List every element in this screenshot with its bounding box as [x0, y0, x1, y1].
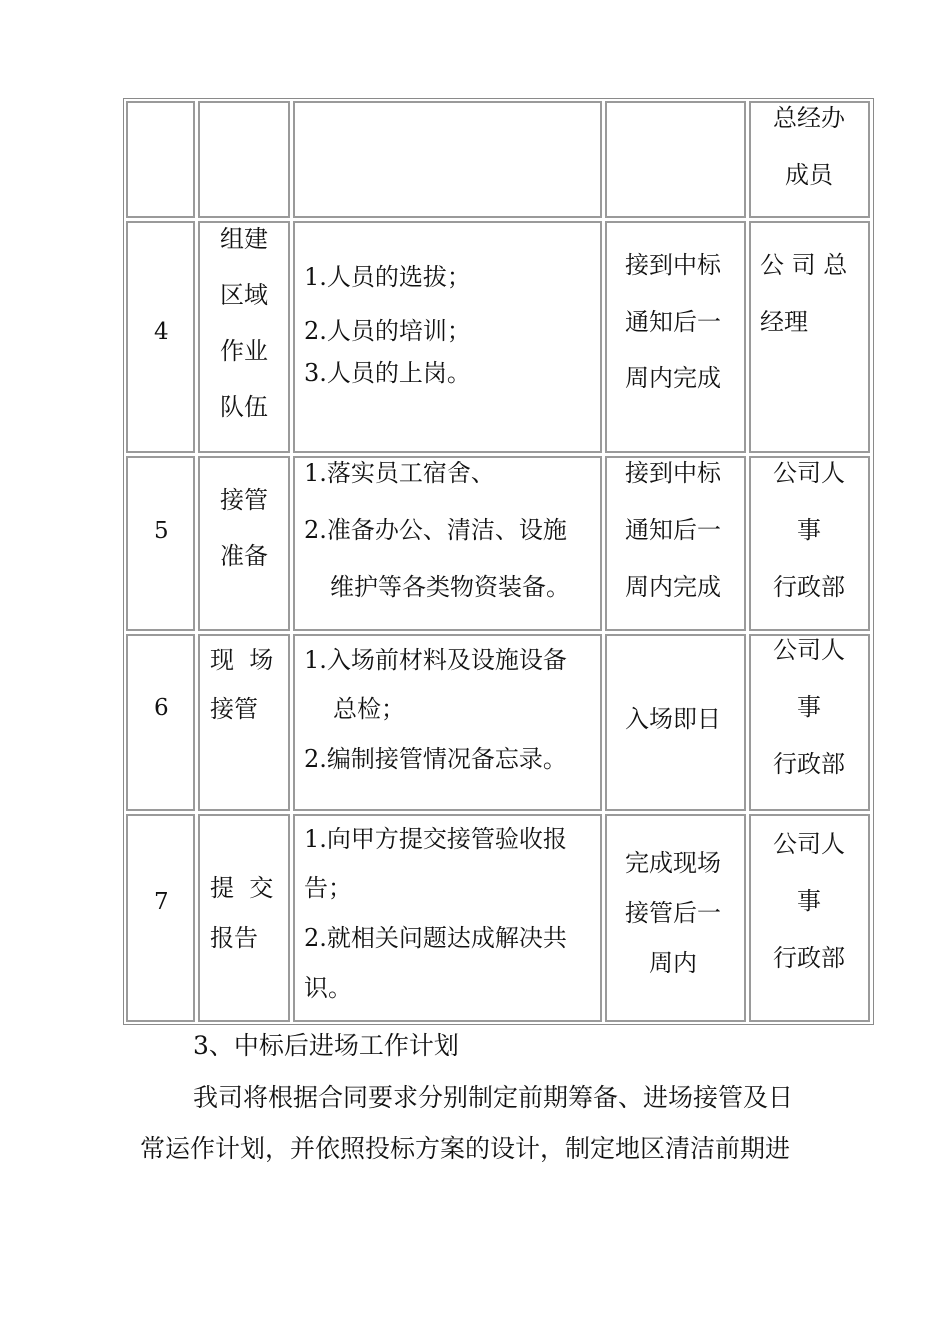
responsible-cell [749, 221, 870, 453]
content-line: 2.人员的培训； [304, 317, 471, 345]
time-line: 入场即日 [625, 705, 721, 733]
responsible-cell [749, 456, 870, 631]
section-heading: 3、中标后进场工作计划 [193, 1031, 459, 1060]
item-line: 区域 [220, 281, 268, 309]
content-line: 3.人员的上岗。 [304, 359, 471, 387]
responsible-line: 行政部 [773, 944, 845, 972]
time-cell [605, 634, 746, 811]
number-cell [126, 814, 195, 1022]
time-line: 接到中标 [625, 251, 721, 279]
content-line: 1.入场前材料及设施设备 [304, 646, 567, 674]
responsible-line: 行政部 [773, 573, 845, 601]
content-cell [293, 456, 602, 631]
number-cell [126, 634, 195, 811]
item-line: 接管 [210, 695, 258, 723]
responsible-line: 公 司 总 [760, 251, 848, 279]
content-line: 1.向甲方提交接管验收报 [304, 825, 567, 853]
item-line: 组建 [220, 225, 268, 253]
item-cell [198, 814, 290, 1022]
table-cell [605, 101, 746, 218]
responsible-cell [749, 634, 870, 811]
body-line: 常运作计划，并依照投标方案的设计，制定地区清洁前期进 [140, 1134, 791, 1163]
responsible-line: 公司人 [773, 636, 845, 664]
responsible-cell [749, 814, 870, 1022]
table-cell [293, 101, 602, 218]
time-line: 周内 [649, 949, 697, 977]
responsible-line: 事 [797, 887, 821, 915]
item-line: 报告 [210, 924, 258, 952]
item-cell [198, 456, 290, 631]
content-line: 2.编制接管情况备忘录。 [304, 745, 567, 773]
responsible-line: 事 [797, 693, 821, 721]
item-line: 准备 [220, 542, 268, 570]
content-line: 告； [304, 874, 352, 902]
responsible-line: 总经办 [773, 104, 845, 132]
responsible-line: 公司人 [773, 459, 845, 487]
responsible-line: 成员 [785, 161, 833, 189]
responsible-cell [749, 101, 870, 218]
time-cell [605, 814, 746, 1022]
item-cell [198, 221, 290, 453]
content-line: 1.落实员工宿舍、 [304, 459, 495, 487]
number-cell [126, 456, 195, 631]
content-cell [293, 221, 602, 453]
responsible-line: 经理 [760, 308, 808, 336]
item-line: 接管 [220, 486, 268, 514]
content-line: 维护等各类物资装备。 [330, 573, 570, 601]
table-cell [126, 101, 195, 218]
table-cell [198, 101, 290, 218]
plan-table [123, 98, 874, 1025]
content-cell [293, 814, 602, 1022]
body-line: 我司将根据合同要求分别制定前期筹备、进场接管及日 [193, 1083, 794, 1112]
responsible-line: 行政部 [773, 750, 845, 778]
time-line: 通知后一 [625, 516, 721, 544]
responsible-line: 事 [797, 516, 821, 544]
time-line: 接管后一 [625, 899, 721, 927]
item-line: 作业 [220, 337, 268, 365]
time-cell [605, 221, 746, 453]
time-cell [605, 456, 746, 631]
content-line: 总检； [333, 695, 405, 723]
item-line: 现 场 [210, 646, 274, 674]
content-line: 1.人员的选拔； [304, 263, 471, 291]
time-line: 接到中标 [625, 459, 721, 487]
row-number: 7 [154, 889, 169, 915]
content-line: 识。 [304, 974, 352, 1002]
time-line: 完成现场 [625, 849, 721, 877]
content-line: 2.准备办公、清洁、设施 [304, 516, 567, 544]
content-line: 2.就相关问题达成解决共 [304, 924, 567, 952]
row-number: 4 [154, 319, 169, 345]
row-number: 5 [154, 518, 169, 544]
number-cell [126, 221, 195, 453]
time-line: 周内完成 [625, 364, 721, 392]
item-line: 提 交 [210, 874, 274, 902]
content-cell [293, 634, 602, 811]
responsible-line: 公司人 [773, 830, 845, 858]
time-line: 通知后一 [625, 308, 721, 336]
time-line: 周内完成 [625, 573, 721, 601]
item-line: 队伍 [220, 393, 268, 421]
row-number: 6 [154, 695, 169, 721]
item-cell [198, 634, 290, 811]
